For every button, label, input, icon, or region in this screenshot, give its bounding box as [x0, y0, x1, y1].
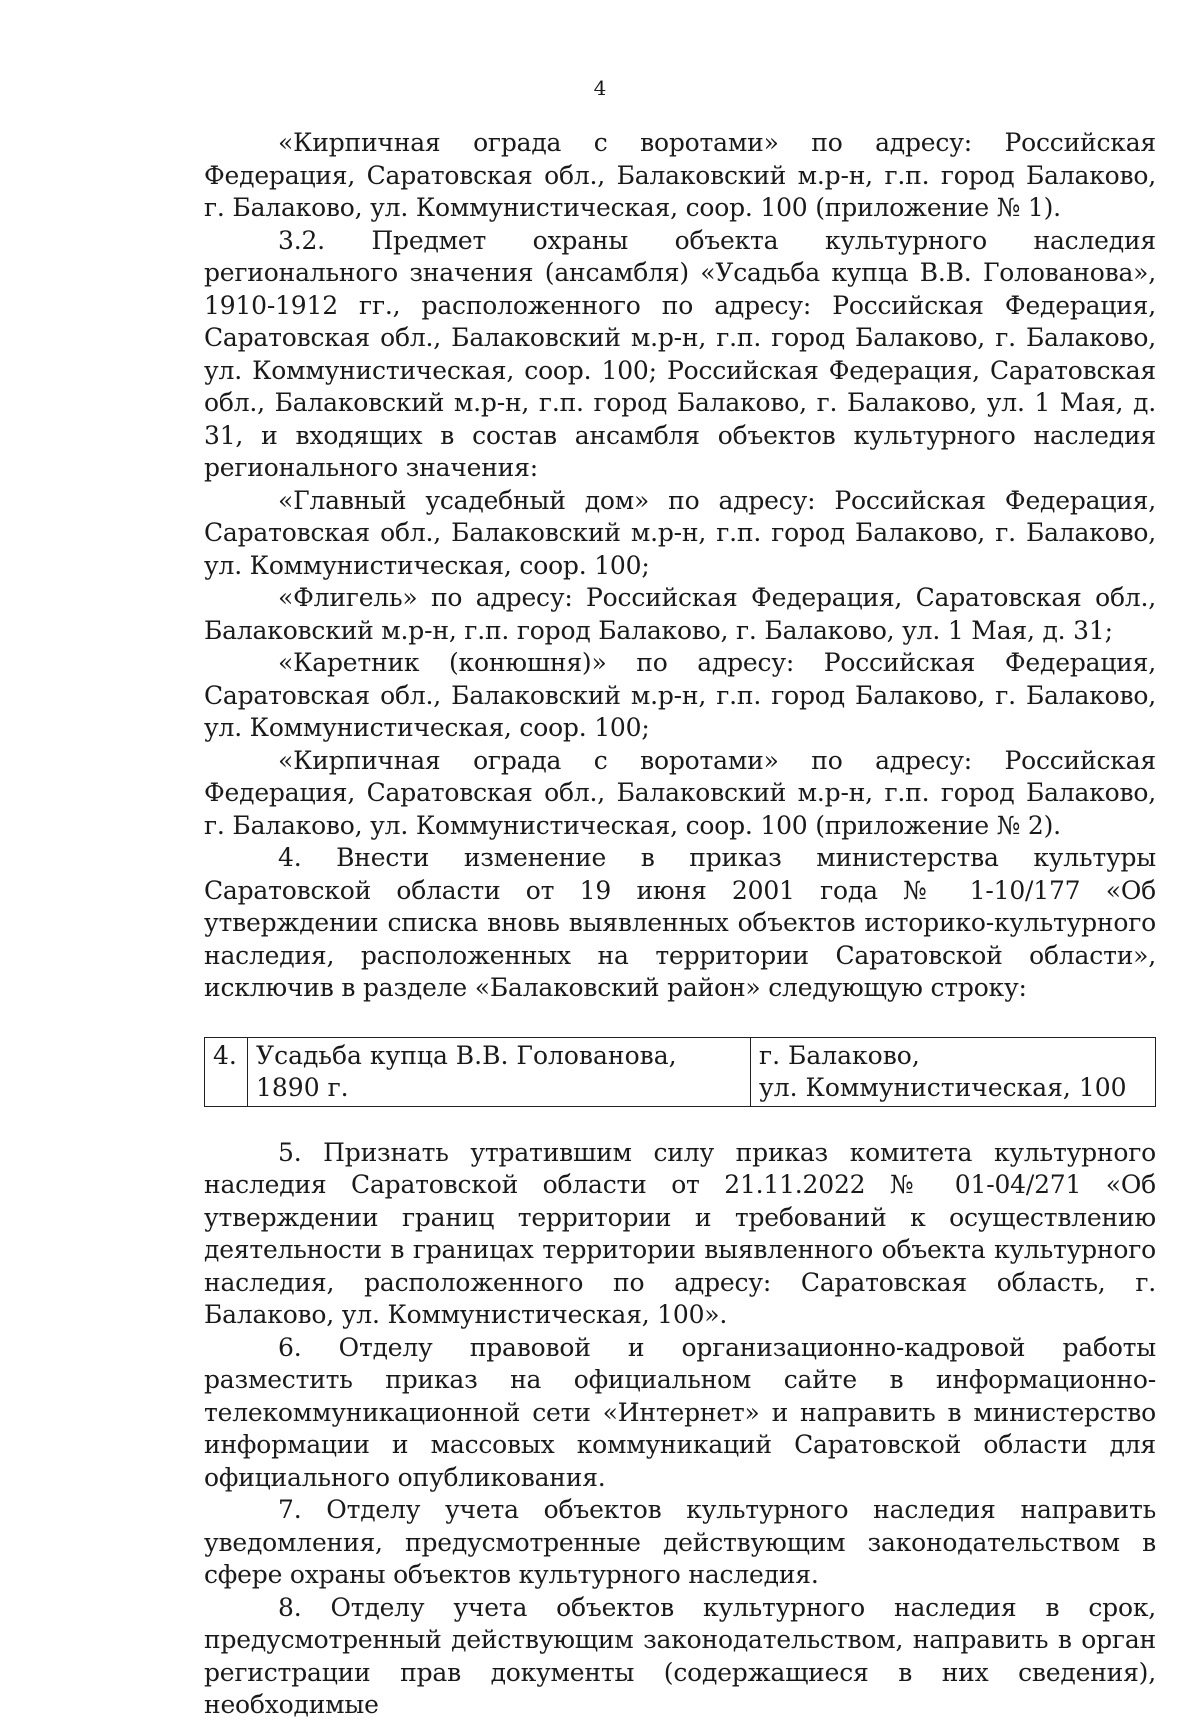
paragraph-fence-annex-1: «Кирпичная ограда с воротами» по адресу: Российская Федерация, Саратовская обл., Балаковский м.р-н, г.п. город Балаково, г. Балаково, ул. Коммунистическая, соор. 100 (приложение № 1).: [204, 128, 1156, 222]
paragraph-carriage-house: «Каретник (конюшня)» по адресу: Российская Федерация, Саратовская обл., Балаковский м.р-н, г.п. город Балаково, г. Балаково, ул. Коммунистическая, соор. 100;: [204, 648, 1156, 742]
page-number: 4: [593, 76, 607, 100]
address-line-street: ул. Коммунистическая, 100: [759, 1072, 1127, 1102]
paragraph-8-registration: 8. Отделу учета объектов культурного наследия в срок, предусмотренный действующим законодательством, направить в орган регистрации прав документы (содержащиеся в них сведения), необходимые: [204, 1592, 1156, 1719]
table-cell-object-name: Усадьба купца В.В. Голованова, 1890 г.: [248, 1037, 751, 1106]
table-cell-number: 4.: [205, 1037, 248, 1106]
document-body: [204, 127, 1156, 1722]
paragraph-outbuilding: «Флигель» по адресу: Российская Федерация, Саратовская обл., Балаковский м.р-н, г.п. город Балаково, г. Балаково, ул. 1 Мая, д. 31;: [204, 583, 1156, 645]
address-line-city: г. Балаково,: [759, 1040, 920, 1070]
excluded-row-table: [204, 1037, 1156, 1107]
paragraph-main-house: «Главный усадебный дом» по адресу: Российская Федерация, Саратовская обл., Балаковский м.р-н, г.п. город Балаково, г. Балаково, ул. Коммунистическая, соор. 100;: [204, 485, 1156, 580]
paragraph-7-notifications: 7. Отделу учета объектов культурного наследия направить уведомления, предусмотренные действующим законодательством в сфере охраны объектов культурного наследия.: [204, 1495, 1156, 1589]
paragraph-4-amendment: 4. Внести изменение в приказ министерства культуры Саратовской области от 19 июня 2001 года № 1-10/177 «Об утверждении списка вновь выявленных объектов историко-культурного наследия, расположенных на территории Саратовской области», исключив в разделе «Балаковский район» следующую строку:: [204, 843, 1156, 1002]
paragraph-fence-annex-2: «Кирпичная ограда с воротами» по адресу: Российская Федерация, Саратовская обл., Балаковский м.р-н, г.п. город Балаково, г. Балаково, ул. Коммунистическая, соор. 100 (приложение № 2).: [204, 745, 1156, 840]
paragraph-5-repeal: 5. Признать утратившим силу приказ комитета культурного наследия Саратовской области от 21.11.2022 № 01-04/271 «Об утверждении границ территории и требований к осуществлению деятельности в границах территории выявленного объекта культурного наследия, расположенного по адресу: Саратовская область, г. Балаково, ул. Коммунистическая, 100».: [204, 1137, 1156, 1329]
table-row: [205, 1037, 1156, 1106]
paragraph-6-publication: 6. Отделу правовой и организационно-кадровой работы разместить приказ на официальном сайте в информационно-телекоммуникационной сети «Интернет» и направить в министерство информации и массовых коммуникаций Саратовской области для официального опубликования.: [204, 1332, 1156, 1492]
paragraph-3-2-protection-subject: 3.2. Предмет охраны объекта культурного наследия регионального значения (ансамбля) «Усадьба купца В.В. Голованова», 1910-1912 гг., расположенного по адресу: Российская Федерация, Саратовская обл., Балаковский м.р-н, г.п. город Балаково, г. Балаково, ул. Коммунистическая, соор. 100; Российская Федерация, Саратовская обл., Балаковский м.р-н, г.п. город Балаково, г. Балаково, ул. 1 Мая, д. 31, и входящих в состав ансамбля объектов культурного наследия регионального значения:: [204, 225, 1156, 482]
excluded-row-table-wrapper: [204, 1037, 1156, 1107]
table-cell-address: [751, 1037, 1156, 1106]
